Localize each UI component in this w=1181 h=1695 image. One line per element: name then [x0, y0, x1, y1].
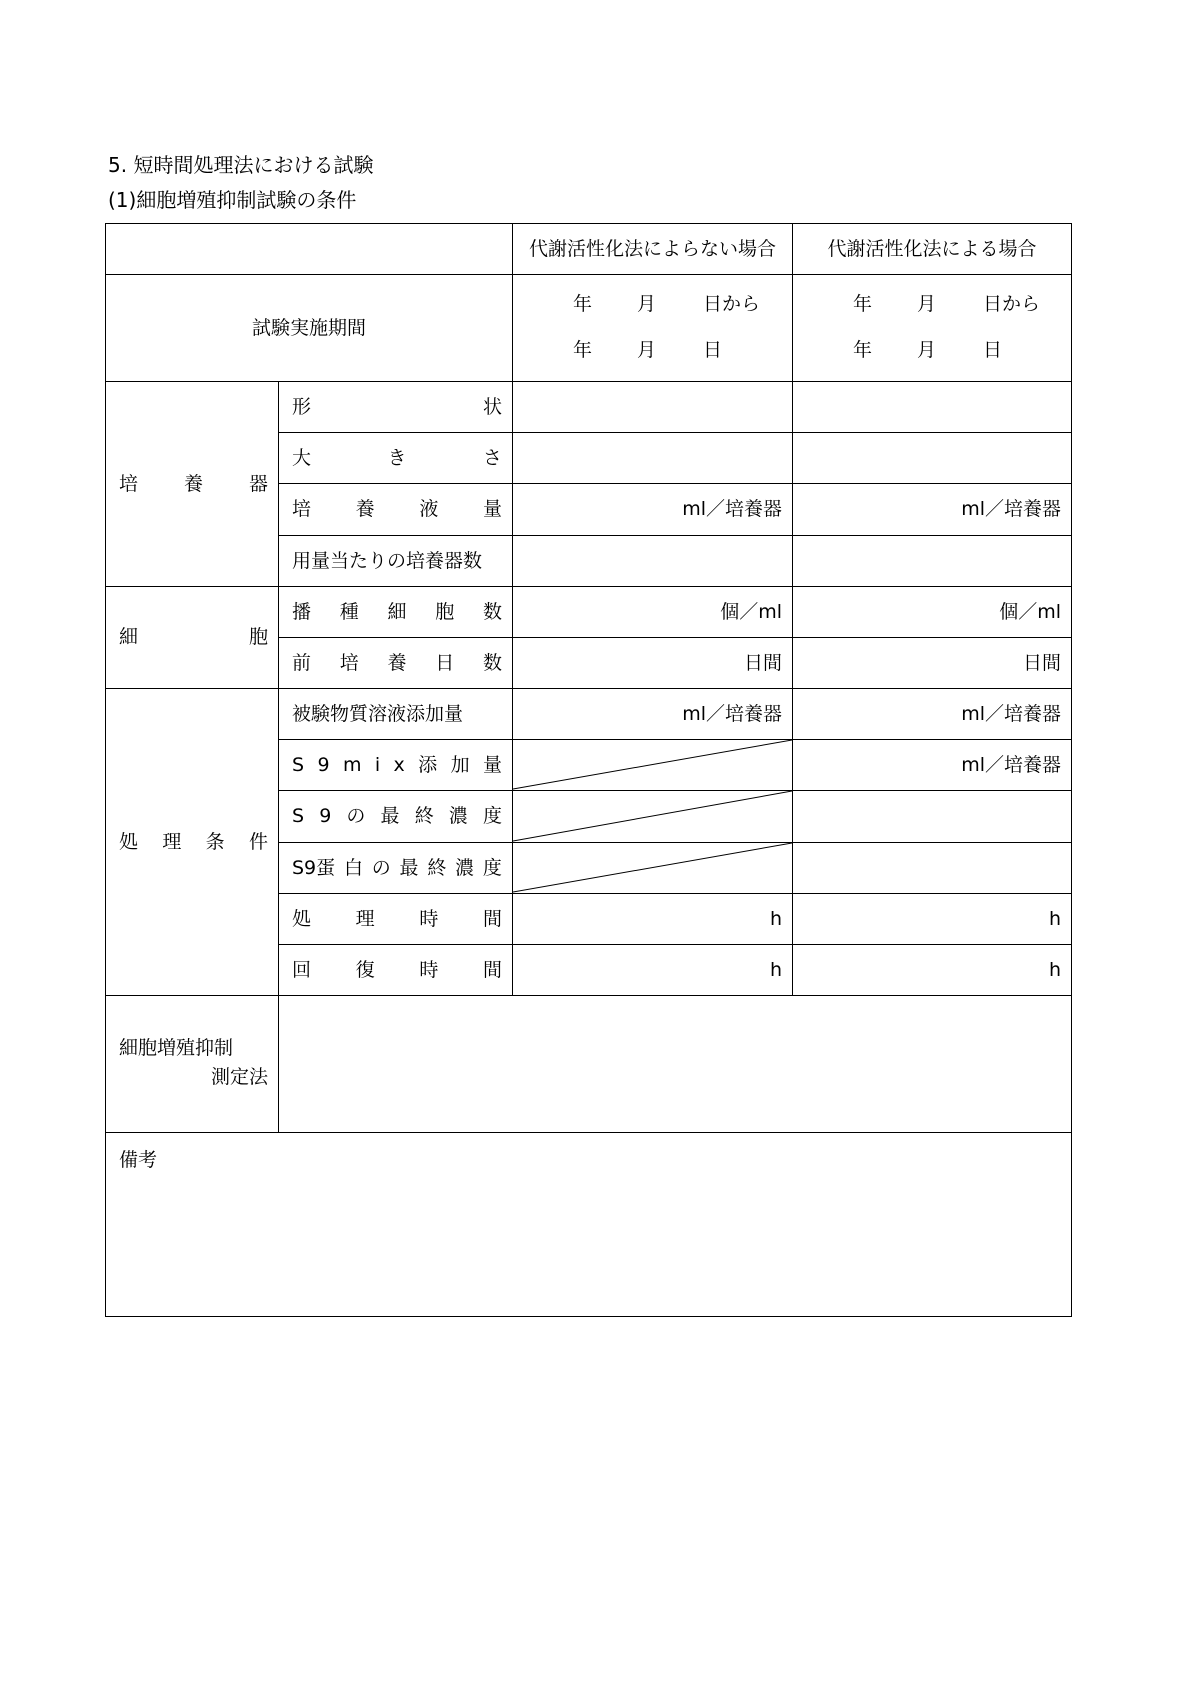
- group-culture-vessel: 培 養 器: [105, 382, 279, 587]
- period-label: 試験実施期間: [105, 275, 513, 382]
- vessels-per-dose-with-s9[interactable]: [793, 536, 1072, 587]
- row-label-seeding-count: 播 種 細 胞 数: [279, 587, 513, 638]
- test-conditions-form: [105, 223, 1072, 1317]
- row-label-recovery-time: 回 復 時 間: [279, 945, 513, 996]
- not-applicable-slash: [513, 740, 792, 790]
- preculture-days-without-s9[interactable]: 日間: [513, 638, 793, 689]
- header-without-s9: 代謝活性化法によらない場合: [513, 223, 793, 275]
- seeding-count-without-s9[interactable]: 個／ml: [513, 587, 793, 638]
- recovery-time-with-s9[interactable]: h: [793, 945, 1072, 996]
- row-label-preculture-days: 前 培 養 日 数: [279, 638, 513, 689]
- treatment-time-without-s9[interactable]: h: [513, 894, 793, 945]
- remarks-label: 備考: [119, 1149, 158, 1171]
- row-label-s9-protein-final-concentration: S9蛋 白 の 最 終 濃 度: [279, 843, 513, 894]
- s9-final-concentration-with-s9[interactable]: [793, 791, 1072, 843]
- row-label-shape: 形 状: [279, 382, 513, 433]
- period-with-s9[interactable]: 年 月 日から 年 月 日: [793, 275, 1072, 382]
- not-applicable-slash: [513, 843, 792, 893]
- header-blank-cell: [105, 223, 513, 275]
- row-label-s9mix-volume: S 9 m i x 添 加 量: [279, 740, 513, 791]
- medium-volume-without-s9[interactable]: ml／培養器: [513, 484, 793, 536]
- s9mix-volume-with-s9[interactable]: ml／培養器: [793, 740, 1072, 791]
- seeding-count-with-s9[interactable]: 個／ml: [793, 587, 1072, 638]
- shape-with-s9[interactable]: [793, 382, 1072, 433]
- vessels-per-dose-without-s9[interactable]: [513, 536, 793, 587]
- test-substance-volume-with-s9[interactable]: ml／培養器: [793, 689, 1072, 740]
- preculture-days-with-s9[interactable]: 日間: [793, 638, 1072, 689]
- header-with-s9: 代謝活性化法による場合: [793, 223, 1072, 275]
- shape-without-s9[interactable]: [513, 382, 793, 433]
- size-without-s9[interactable]: [513, 433, 793, 484]
- row-label-test-substance-volume: 被験物質溶液添加量: [279, 689, 513, 740]
- row-label-treatment-time: 処 理 時 間: [279, 894, 513, 945]
- row-label-s9-final-concentration: S 9 の 最 終 濃 度: [279, 791, 513, 843]
- row-label-medium-volume: 培 養 液 量: [279, 484, 513, 536]
- test-substance-volume-without-s9[interactable]: ml／培養器: [513, 689, 793, 740]
- medium-volume-with-s9[interactable]: ml／培養器: [793, 484, 1072, 536]
- row-label-vessels-per-dose: 用量当たりの培養器数: [279, 536, 513, 587]
- section-heading: 5. 短時間処理法における試験: [108, 153, 374, 177]
- s9mix-volume-without-s9-na: [513, 740, 793, 791]
- s9-protein-final-concentration-without-s9-na: [513, 843, 793, 894]
- treatment-time-with-s9[interactable]: h: [793, 894, 1072, 945]
- remarks-field[interactable]: [105, 1133, 1072, 1317]
- measurement-method-field[interactable]: [279, 996, 1072, 1133]
- size-with-s9[interactable]: [793, 433, 1072, 484]
- recovery-time-without-s9[interactable]: h: [513, 945, 793, 996]
- not-applicable-slash: [513, 791, 792, 842]
- group-treatment-conditions: 処 理 条 件: [105, 689, 279, 996]
- group-cells: 細 胞: [105, 587, 279, 689]
- subsection-heading: (1)細胞増殖抑制試験の条件: [108, 188, 357, 212]
- measurement-method-label: 細胞増殖抑制 測定法: [105, 996, 279, 1133]
- period-without-s9[interactable]: 年 月 日から 年 月 日: [513, 275, 793, 382]
- row-label-size: 大 き さ: [279, 433, 513, 484]
- s9-final-concentration-without-s9-na: [513, 791, 793, 843]
- s9-protein-final-concentration-with-s9[interactable]: [793, 843, 1072, 894]
